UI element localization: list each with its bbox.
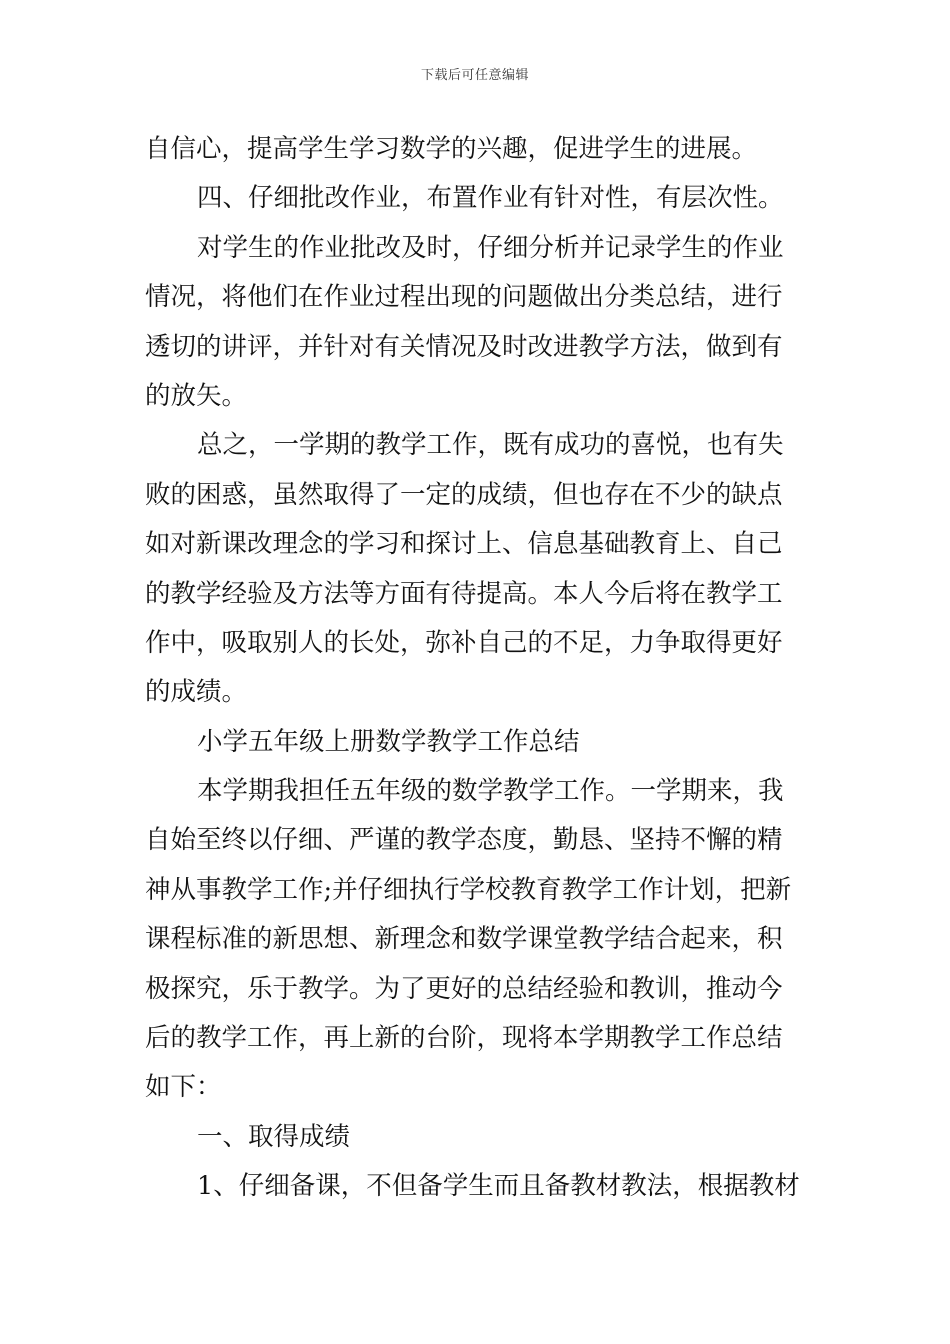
text-line: 后的教学工作，再上新的台阶，现将本学期教学工作总结 <box>145 1023 783 1054</box>
text-line: 透切的讲评，并针对有关情况及时改进教学方法，做到有 <box>145 331 783 362</box>
document-title: 小学五年级上册数学教学工作总结 <box>197 726 580 757</box>
page-header: 下载后可任意编辑 <box>420 68 529 83</box>
section-heading: 四、仔细批改作业，布置作业有针对性，有层次性。 <box>197 183 784 214</box>
document-body <box>145 125 810 1212</box>
text-line: 败的困惑，虽然取得了一定的成绩，但也存在不少的缺点 <box>145 479 783 510</box>
section-heading: 一、取得成绩 <box>197 1121 351 1152</box>
text-line: 如对新课改理念的学习和探讨上、信息基础教育上、自己 <box>145 529 783 560</box>
text-line: 作中，吸取别人的长处，弥补自己的不足，力争取得更好 <box>145 627 783 658</box>
text-line: 极探究，乐于教学。为了更好的总结经验和教训，推动今 <box>145 973 783 1004</box>
text-line: 情况，将他们在作业过程出现的问题做出分类总结，进行 <box>145 282 783 313</box>
text-line: 如下： <box>145 1072 222 1103</box>
text-line: 课程标准的新思想、新理念和数学课堂教学结合起来，积 <box>145 924 783 955</box>
text-line: 的成绩。 <box>145 677 248 708</box>
text-line: 的教学经验及方法等方面有待提高。本人今后将在教学工 <box>145 578 783 609</box>
text-line: 自始至终以仔细、严谨的教学态度，勤恳、坚持不懈的精 <box>145 825 783 856</box>
text-line: 的放矢。 <box>145 380 248 411</box>
text-line: 本学期我担任五年级的数学教学工作。一学期来，我 <box>197 776 784 807</box>
text-line: 对学生的作业批改及时，仔细分析并记录学生的作业 <box>197 232 784 263</box>
text-line: 1、仔细备课，不但备学生而且备教材教法，根据教材 <box>197 1171 800 1202</box>
text-line: 神从事教学工作;并仔细执行学校教育教学工作计划，把新 <box>145 874 792 905</box>
text-line: 自信心，提高学生学习数学的兴趣，促进学生的进展。 <box>145 134 758 164</box>
text-line: 总之，一学期的教学工作，既有成功的喜悦，也有失 <box>197 430 784 461</box>
